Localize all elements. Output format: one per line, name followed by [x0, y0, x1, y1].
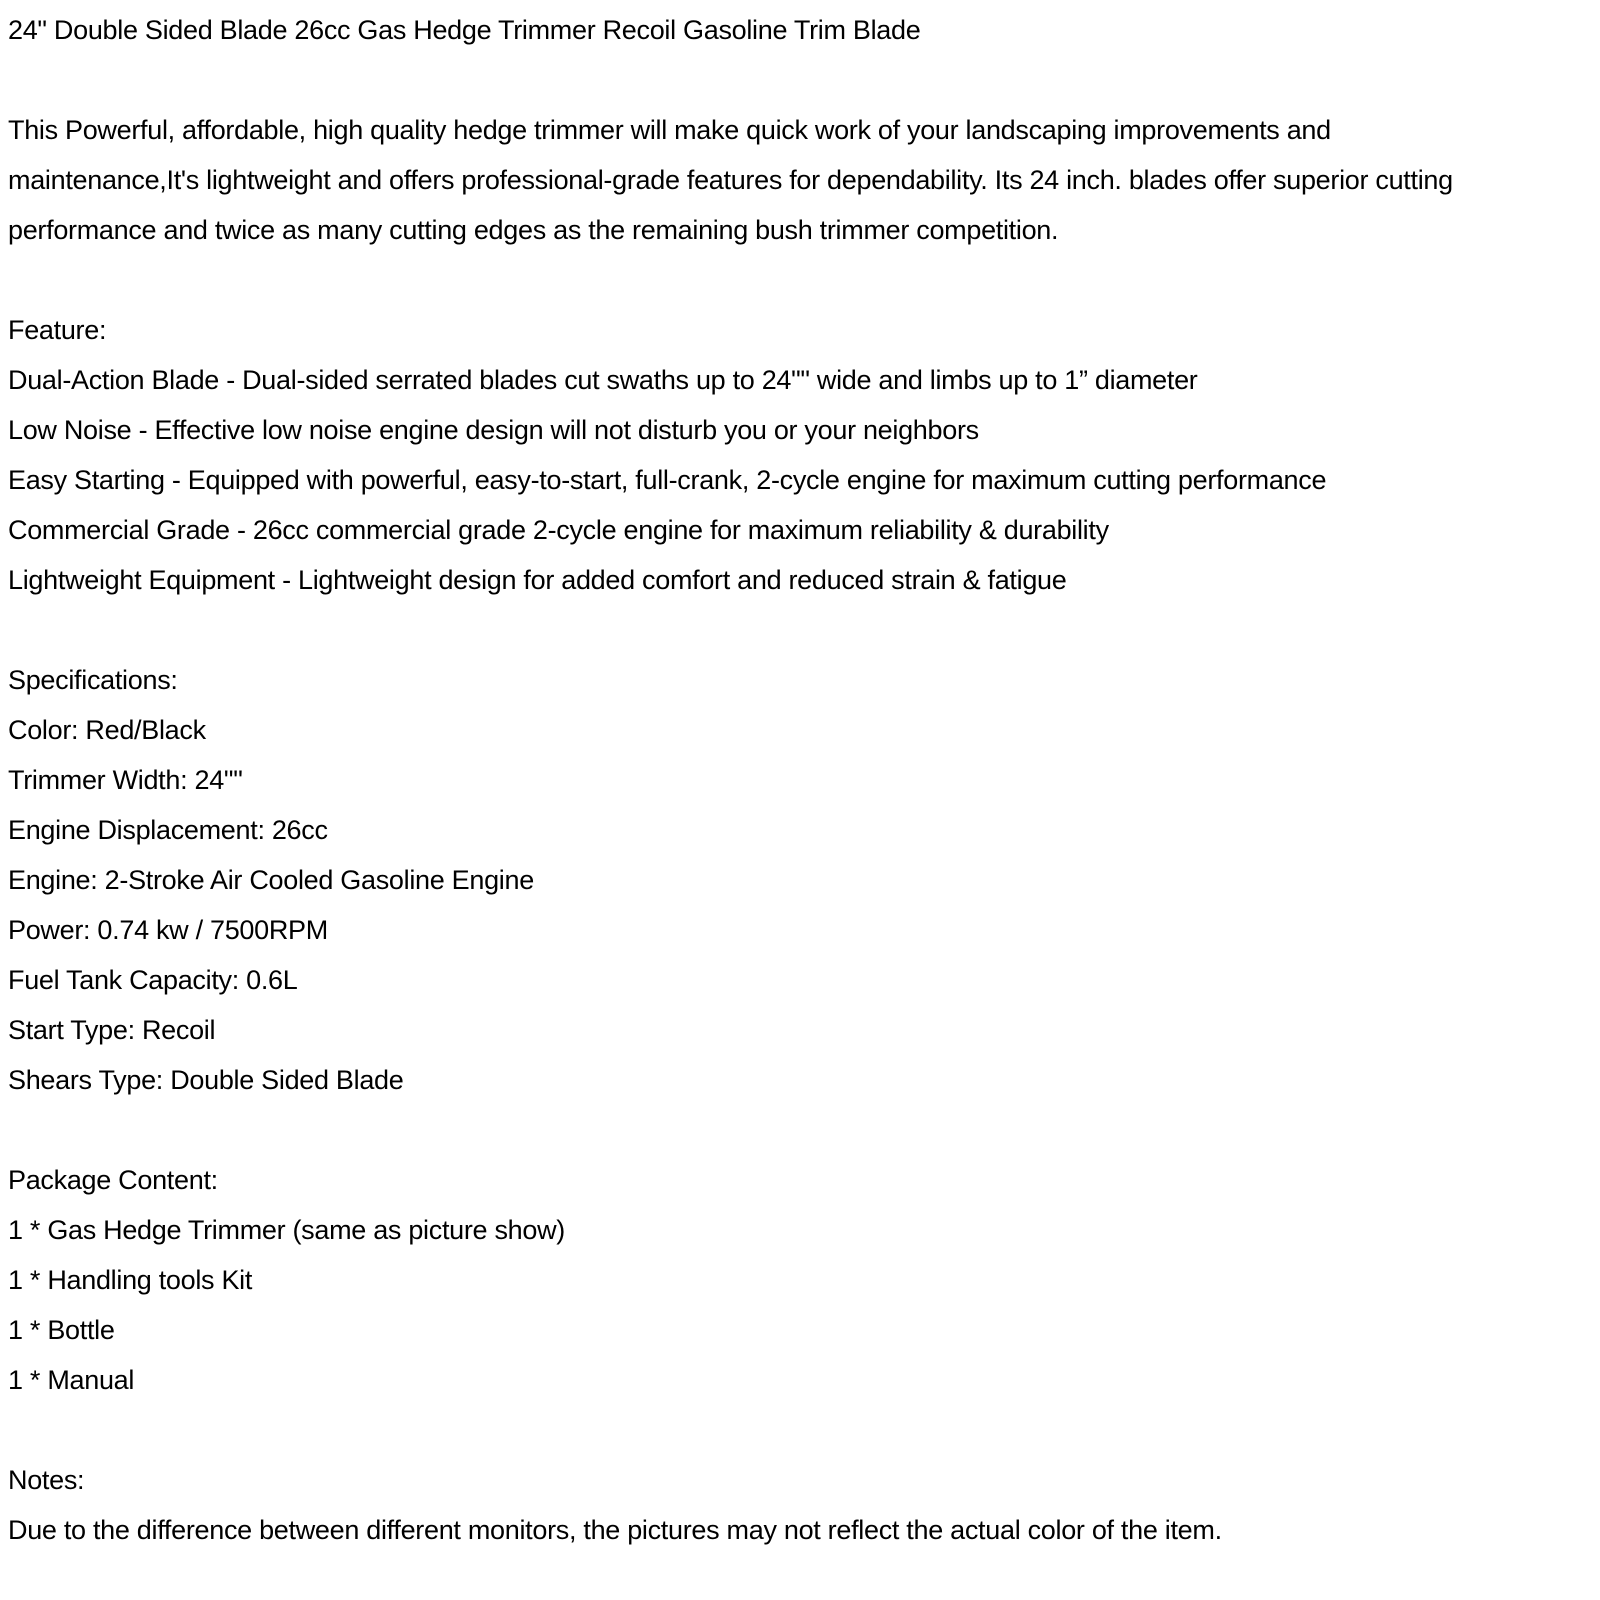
feature-item: Lightweight Equipment - Lightweight design for added comfort and reduced strain & fatigue [8, 565, 1067, 595]
spec-item: Power: 0.74 kw / 7500RPM [8, 915, 328, 945]
package-item: 1 * Handling tools Kit [8, 1265, 253, 1295]
package-item: 1 * Manual [8, 1365, 135, 1395]
feature-section [8, 305, 1588, 605]
spacer [8, 1105, 1588, 1155]
spacer [8, 1405, 1588, 1455]
notes-heading: Notes: [8, 1465, 85, 1495]
specifications-heading: Specifications: [8, 665, 178, 695]
product-description-document [8, 5, 1588, 1555]
spacer [8, 255, 1588, 305]
spec-item: Engine Displacement: 26cc [8, 815, 328, 845]
spec-item: Trimmer Width: 24"" [8, 765, 243, 795]
spec-item: Color: Red/Black [8, 715, 206, 745]
package-heading: Package Content: [8, 1165, 218, 1195]
spec-item: Fuel Tank Capacity: 0.6L [8, 965, 298, 995]
notes-section [8, 1455, 1588, 1555]
description-line: maintenance,It's lightweight and offers professional-grade features for dependability. Its 24 inch. blades offer superior cutting [8, 165, 1453, 195]
notes-item: Due to the difference between different monitors, the pictures may not reflect the actual color of the item. [8, 1515, 1222, 1545]
feature-item: Low Noise - Effective low noise engine design will not disturb you or your neighbors [8, 415, 979, 445]
spec-item: Start Type: Recoil [8, 1015, 216, 1045]
package-item: 1 * Gas Hedge Trimmer (same as picture show) [8, 1215, 565, 1245]
specifications-section [8, 655, 1588, 1105]
feature-item: Dual-Action Blade - Dual-sided serrated blades cut swaths up to 24"" wide and limbs up to 1” diameter [8, 365, 1198, 395]
description-paragraph [8, 105, 1588, 255]
spec-item: Engine: 2-Stroke Air Cooled Gasoline Engine [8, 865, 534, 895]
feature-item: Commercial Grade - 26cc commercial grade 2-cycle engine for maximum reliability & durability [8, 515, 1109, 545]
description-line: performance and twice as many cutting edges as the remaining bush trimmer competition. [8, 215, 1059, 245]
feature-heading: Feature: [8, 315, 107, 345]
spec-item: Shears Type: Double Sided Blade [8, 1065, 404, 1095]
description-line: This Powerful, affordable, high quality hedge trimmer will make quick work of your landscaping improvements and [8, 115, 1331, 145]
product-title: 24" Double Sided Blade 26cc Gas Hedge Trimmer Recoil Gasoline Trim Blade [8, 15, 921, 45]
package-item: 1 * Bottle [8, 1315, 115, 1345]
feature-item: Easy Starting - Equipped with powerful, easy-to-start, full-crank, 2-cycle engine for maximum cutting performance [8, 465, 1327, 495]
package-section [8, 1155, 1588, 1405]
spacer [8, 55, 1588, 105]
spacer [8, 605, 1588, 655]
